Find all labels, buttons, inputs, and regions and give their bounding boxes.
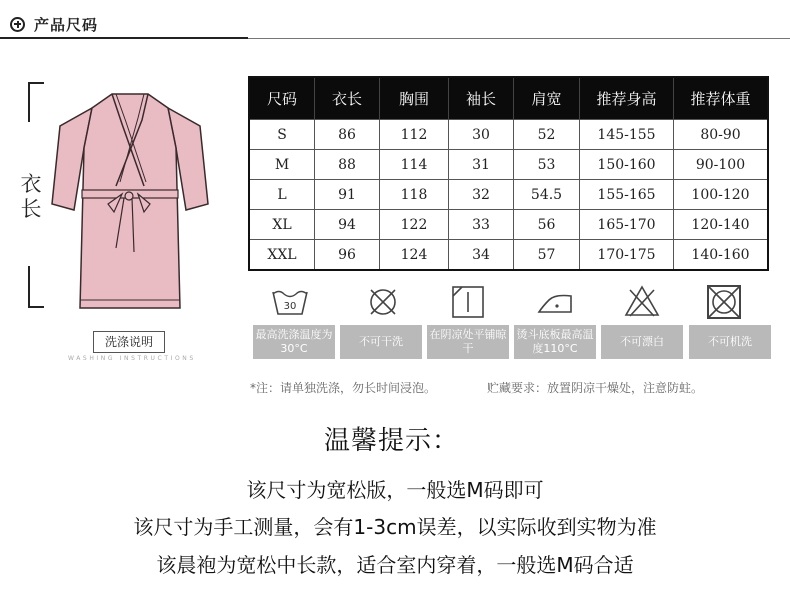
- table-cell: 145-155: [580, 120, 674, 150]
- table-row: [249, 210, 768, 240]
- table-cell: M: [249, 150, 315, 180]
- col-header-shoulder: 肩宽: [514, 77, 580, 120]
- wash-30-icon: [270, 282, 310, 322]
- header-underline: [0, 37, 248, 39]
- storage-note: 贮藏要求：放置阴凉干燥处，注意防蛀。: [487, 381, 704, 395]
- wash-instructions-subtitle: WASHING INSTRUCTIONS: [68, 355, 196, 362]
- robe-illustration: [50, 86, 210, 316]
- table-cell: 165-170: [580, 210, 674, 240]
- table-cell: 33: [449, 210, 514, 240]
- table-row: [249, 150, 768, 180]
- table-cell: 30: [449, 120, 514, 150]
- no-dry-clean-icon: [363, 282, 403, 322]
- table-cell: 96: [315, 240, 380, 271]
- col-header-length: 衣长: [315, 77, 380, 120]
- table-cell: 31: [449, 150, 514, 180]
- table-cell: 34: [449, 240, 514, 271]
- tip-line: 该尺寸为宽松版，一般选M码即可: [246, 478, 544, 502]
- table-cell: 90-100: [674, 150, 769, 180]
- table-cell: 118: [380, 180, 449, 210]
- dry-flat-shade-icon: [448, 282, 488, 322]
- plus-circle-icon: [10, 17, 25, 32]
- care-label: 在阴凉处平铺晾干: [427, 325, 509, 359]
- table-cell: 114: [380, 150, 449, 180]
- table-cell: 53: [514, 150, 580, 180]
- tips-title: 温馨提示：: [324, 426, 460, 456]
- section-header: [10, 10, 98, 38]
- table-row: [249, 240, 768, 271]
- table-cell: 88: [315, 150, 380, 180]
- no-machine-wash-icon: [704, 282, 744, 322]
- col-header-height: 推荐身高: [580, 77, 674, 120]
- header-divider: [248, 38, 790, 39]
- col-header-sleeve: 袖长: [449, 77, 514, 120]
- table-cell: 57: [514, 240, 580, 271]
- table-cell: XL: [249, 210, 315, 240]
- table-cell: 120-140: [674, 210, 769, 240]
- table-cell: 150-160: [580, 150, 674, 180]
- table-cell: 122: [380, 210, 449, 240]
- no-bleach-icon: [622, 282, 662, 322]
- care-label: 烫斗底板最高温度110°C: [514, 325, 596, 359]
- table-cell: 100-120: [674, 180, 769, 210]
- table-cell: 32: [449, 180, 514, 210]
- wash-note: *注：请单独洗涤，勿长时间浸泡。: [250, 381, 437, 395]
- care-icons-row: [250, 282, 780, 327]
- size-table: [248, 76, 769, 271]
- iron-110-icon: [535, 282, 575, 322]
- table-cell: 140-160: [674, 240, 769, 271]
- table-cell: S: [249, 120, 315, 150]
- table-cell: 91: [315, 180, 380, 210]
- table-row: [249, 120, 768, 150]
- tip-line: 该尺寸为手工测量，会有1-3cm误差，以实际收到实物为准: [133, 515, 657, 539]
- table-row: [249, 180, 768, 210]
- wash-instructions-button: 洗涤说明: [93, 331, 165, 353]
- table-cell: L: [249, 180, 315, 210]
- table-cell: XXL: [249, 240, 315, 271]
- size-table-header-row: [249, 77, 768, 120]
- care-label: 不可漂白: [601, 325, 683, 359]
- col-header-chest: 胸围: [380, 77, 449, 120]
- table-cell: 80-90: [674, 120, 769, 150]
- table-cell: 155-165: [580, 180, 674, 210]
- section-title: 产品尺码: [34, 15, 99, 34]
- table-cell: 56: [514, 210, 580, 240]
- col-header-weight: 推荐体重: [674, 77, 769, 120]
- length-label: 衣长: [20, 172, 42, 221]
- table-cell: 170-175: [580, 240, 674, 271]
- table-cell: 112: [380, 120, 449, 150]
- wash-temperature-text: 30: [283, 301, 297, 312]
- care-label: 不可干洗: [340, 325, 422, 359]
- table-cell: 94: [315, 210, 380, 240]
- tip-line: 该晨袍为宽松中长款，适合室内穿着，一般选M码合适: [156, 553, 634, 577]
- col-header-size: 尺码: [249, 77, 315, 120]
- care-label: 最高洗涤温度为30°C: [253, 325, 335, 359]
- table-cell: 54.5: [514, 180, 580, 210]
- table-cell: 52: [514, 120, 580, 150]
- table-cell: 124: [380, 240, 449, 271]
- table-cell: 86: [315, 120, 380, 150]
- care-label: 不可机洗: [689, 325, 771, 359]
